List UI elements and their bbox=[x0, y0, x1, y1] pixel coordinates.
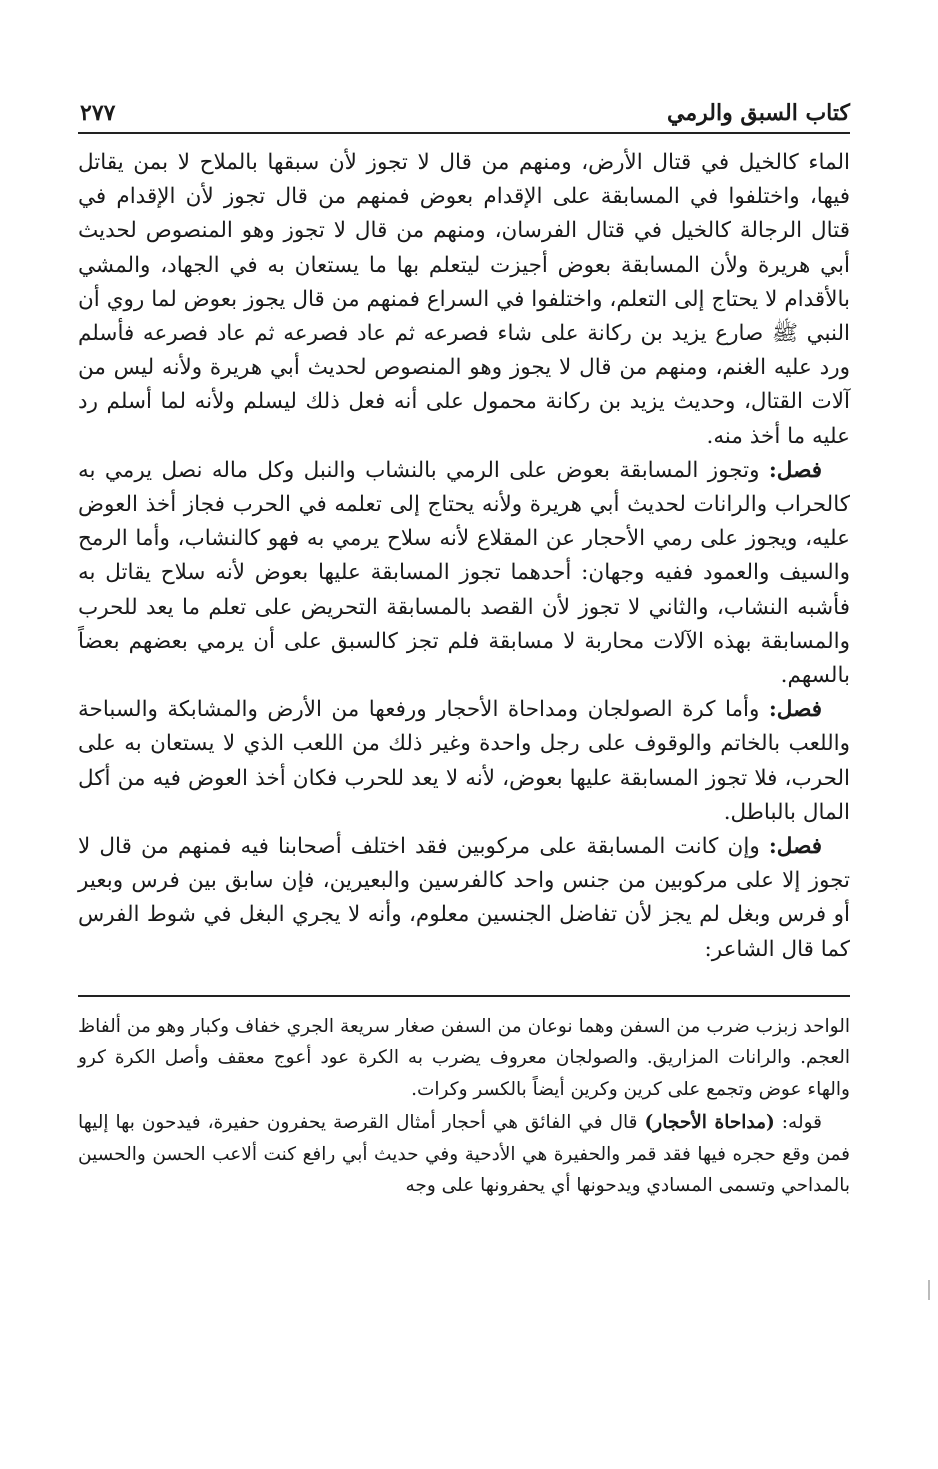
paragraph-4-text: وإن كانت المسابقة على مركوبين فقد اختلف أصحابنا فيه فمنهم من قال لا تجوز إلا على مركوبين من جنس واحد كالفرسين والبعيرين، فإن سابق بين فرس وبعير أو فرس وبغل لم يجز لأن تفاضل الجنسين معلوم، وأنه لا يجري البغل في شوط الفرس كما قال الشاعر: bbox=[78, 834, 850, 962]
paragraph-3-text: وأما كرة الصولجان ومداحاة الأحجار ورفعها من الأرض والمشابكة والسباحة واللعب بالخاتم والوقوف على رجل واحدة وغير ذلك من اللعب الذي لا يستعان به على الحرب، فلا تجوز المسابقة عليها بعوض، لأنه لا يعد للحرب فكان أخذ العوض فيه من أكل المال بالباطل. bbox=[78, 697, 850, 825]
running-header bbox=[78, 92, 850, 134]
footnote-divider bbox=[78, 995, 850, 997]
paragraph-3 bbox=[78, 693, 850, 830]
footnote-term: (مداحاة الأحجار) bbox=[644, 1112, 775, 1134]
section-label: فصل: bbox=[768, 697, 822, 723]
section-label: فصل: bbox=[768, 834, 822, 860]
paragraph-4 bbox=[78, 830, 850, 967]
chapter-title: كتاب السبق والرمي bbox=[667, 100, 850, 126]
paragraph-2-text: وتجوز المسابقة بعوض على الرمي بالنشاب والنبل وكل ماله نصل يرمي به كالحراب والرانات لحديث أبي هريرة ولأنه يحتاج إلى تعلمه في الحرب فجاز أخذ العوض عليه، ويجوز على رمي الأحجار عن المقلاع لأنه سلاح يرمي به فهو كالنشاب، وأما الرمح والسيف والعمود ففيه وجهان: أحدهما تجوز المسابقة عليها بعوض لأنه سلاح يقاتل به فأشبه النشاب، والثاني لا تجوز لأن القصد بالمسابقة التحريض على تعلم ما يعد للحرب والمسابقة بهذه الآلات محاربة لا مسابقة فلم تجز كالسبق على أن يرمي بعضهم بعضاً بالسهم. bbox=[78, 457, 850, 689]
footnote-1: الواحد زبزب ضرب من السفن وهما نوعان من السفن صغار سريعة الجري خفاف وكبار وهو من ألفاظ العجم. والرانات المزاريق. والصولجان معروف يضرب به الكرة عود أعوج معقف وأصل الكرة كرو والهاء عوض وتجمع على كرين وكرين أيضاً بالكسر وكرات. bbox=[78, 1015, 850, 1100]
paragraph-1: الماء كالخيل في قتال الأرض، ومنهم من قال لا تجوز لأن سبقها بالملاح لا بمن يقاتل فيها، واختلفوا في المسابقة على الإقدام بعوض فمنهم من قال تجوز لأن الإقدام في قتال الرجالة كالخيل في قتال الفرسان، ومنهم من قال لا تجوز وهو المنصوص لحديث أبي هريرة ولأن المسابقة بعوض أجيزت ليتعلم بها ما يستعان به في الجهاد، والمشي بالأقدام لا يحتاج إلى التعلم، واختلفوا في السراع فمنهم من قال يجوز بعوض لما روي أن النبي ﷺ صارع يزيد بن ركانة على شاء فصرعه ثم عاد فصرعه ثم عاد فصرعه فأسلم ورد عليه الغنم، ومنهم من قال لا يجوز وهو المنصوص لحديث أبي هريرة ولأنه ليس من آلات القتال، وحديث يزيد بن ركانة محمول على أنه فعل ذلك ليسلم ولأنه لما أسلم رد عليه ما أخذ منه. bbox=[78, 150, 850, 449]
paragraph-2 bbox=[78, 454, 850, 693]
footnote-2-prefix: قوله: bbox=[774, 1112, 822, 1134]
footnote-2 bbox=[78, 1107, 850, 1202]
page-number: ٢٧٧ bbox=[80, 100, 116, 126]
footnote-2-text: قال في الفائق هي أحجار أمثال القرصة يحفرون حفيرة، فيدحون بها إليها فمن وقع حجره فيها فقد قمر والحفيرة هي الأدحية وفي حديث أبي رافع كنت ألاعب الحسن والحسين بالمداحي وتسمى المسادي ويدحونها أي يحفرونها على وجه bbox=[78, 1112, 850, 1197]
section-label: فصل: bbox=[768, 457, 822, 483]
book-page bbox=[78, 92, 850, 1452]
scan-edge-mark bbox=[928, 1280, 930, 1300]
main-text bbox=[78, 146, 850, 967]
footnotes bbox=[78, 1011, 850, 1202]
